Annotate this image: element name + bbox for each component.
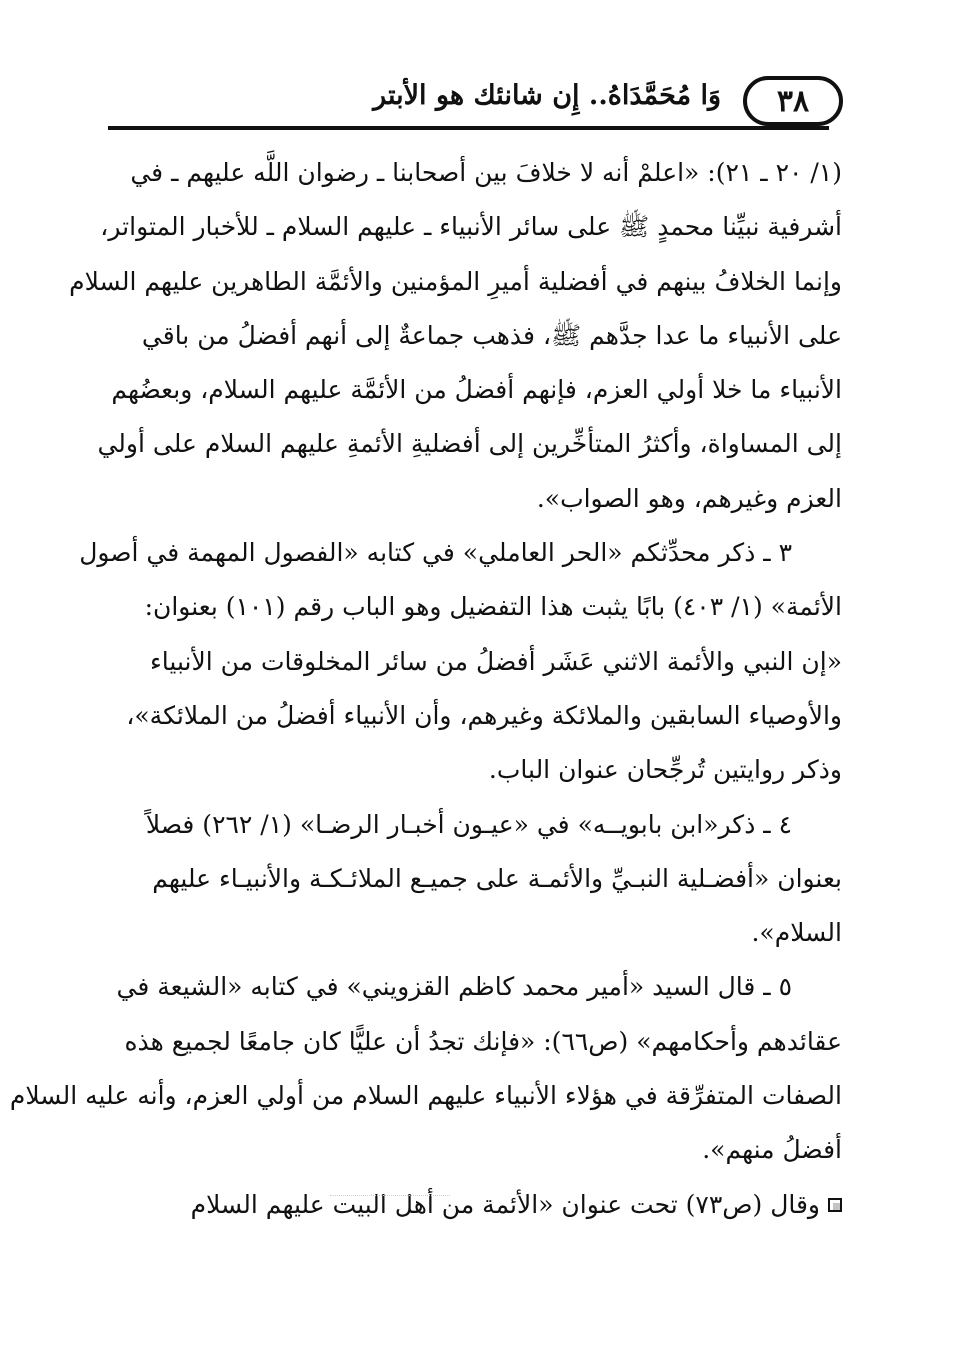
paragraph-4-line-2: بعنوان «أفضـلية النبـيِّ والأئمـة على جميـع الملائـكـة والأنبيـاء عليهم [152, 863, 842, 893]
paragraph-4-line-3: السلام». [751, 918, 842, 948]
paragraph-4-line-1: ٤ ـ ذكر«ابن بابويــه» في «عيـون أخبـار الرضـا» (١/ ٢٦٢) فصلاً [145, 809, 792, 839]
paragraph-1-line-6: إلى المساواة، وأكثرُ المتأخِّرين إلى أفضليةِ الأئمةِ عليهم السلام على أولي [97, 429, 842, 459]
paragraph-1-line-3: وإنما الخلافُ بينهم في أفضلية أميرِ المؤمنين والأئمَّة الطاهرين عليهم السلام [69, 266, 842, 296]
paragraph-3-line-1: ٣ ـ ذكر محدِّثكم «الحر العاملي» في كتابه «الفصول المهمة في أصول [79, 538, 792, 568]
paragraph-3-line-5: وذكر روايتين تُرجِّحان عنوان الباب. [488, 755, 842, 785]
page-number: ٣٨ [776, 83, 810, 119]
paragraph-3-line-3: «إن النبي والأئمة الاثني عَشَر أفضلُ من سائر المخلوقات من الأنبياء [150, 646, 842, 676]
paragraph-1 [69, 146, 842, 526]
page-body [9, 146, 842, 1232]
paragraph-1-line-7: العزم وغيرهم، وهو الصواب». [536, 483, 842, 513]
header-rule [108, 126, 829, 130]
paragraph-1-line-2: أشرفية نبيِّنا محمدٍ ﷺ على سائر الأنبياء ـ عليهم السلام ـ للأخبار المتواتر، [100, 212, 842, 242]
running-title: وَا مُحَمَّدَاهُ.. إِن شانئك هو الأبتر [373, 80, 721, 111]
paragraph-1-line-1: (١/ ٢٠ ـ ٢١): «اعلمْ أنه لا خلافَ بين أصحابنا ـ رضوان اللَّه عليهم ـ في [130, 158, 842, 187]
paragraph-5 [9, 960, 842, 1177]
paragraph-1-line-4: على الأنبياء ما عدا جدَّهم ﷺ، فذهب جماعةٌ إلى أنهم أفضلُ من باقي [141, 320, 842, 350]
paragraph-5-line-3: الصفات المتفرِّقة في هؤلاء الأنبياء عليهم السلام من أولي العزم، وأنه عليه السلام [9, 1081, 842, 1111]
page-number-badge [743, 76, 843, 126]
paragraph-3-line-2: الأئمة» (١/ ٤٠٣) بابًا يثبت هذا التفضيل وهو الباب رقم (١٠١) بعنوان: [144, 592, 842, 622]
faint-dotted-artifact [330, 1195, 450, 1198]
page-header [108, 78, 843, 134]
bullet-line [106, 1178, 842, 1232]
paragraph-3-line-4: والأوصياء السابقين والملائكة وغيرهم، وأن الأنبياء أفضلُ من الملائكة»، [126, 700, 842, 730]
paragraph-5-line-2: عقائدهم وأحكامهم» (ص٦٦): «فإنك تجدُ أن عليًّا كان جامعًا لجميع هذه [124, 1026, 842, 1056]
paragraph-5-line-4: أفضلُ منهم». [702, 1135, 842, 1165]
paragraph-3 [79, 526, 842, 797]
paragraph-5-line-1: ٥ ـ قال السيد «أمير محمد كاظم القزويني» في كتابه «الشيعة في [116, 972, 792, 1002]
square-bullet-icon [828, 1198, 842, 1212]
bullet-text: وقال (ص٧٣) تحت عنوان «الأئمة من أهل البيت عليهم السلام [190, 1189, 820, 1219]
paragraph-4 [106, 798, 842, 961]
paragraph-1-line-5: الأنبياء ما خلا أولي العزم، فإنهم أفضلُ من الأئمَّة عليهم السلام، وبعضُهم [111, 375, 842, 405]
